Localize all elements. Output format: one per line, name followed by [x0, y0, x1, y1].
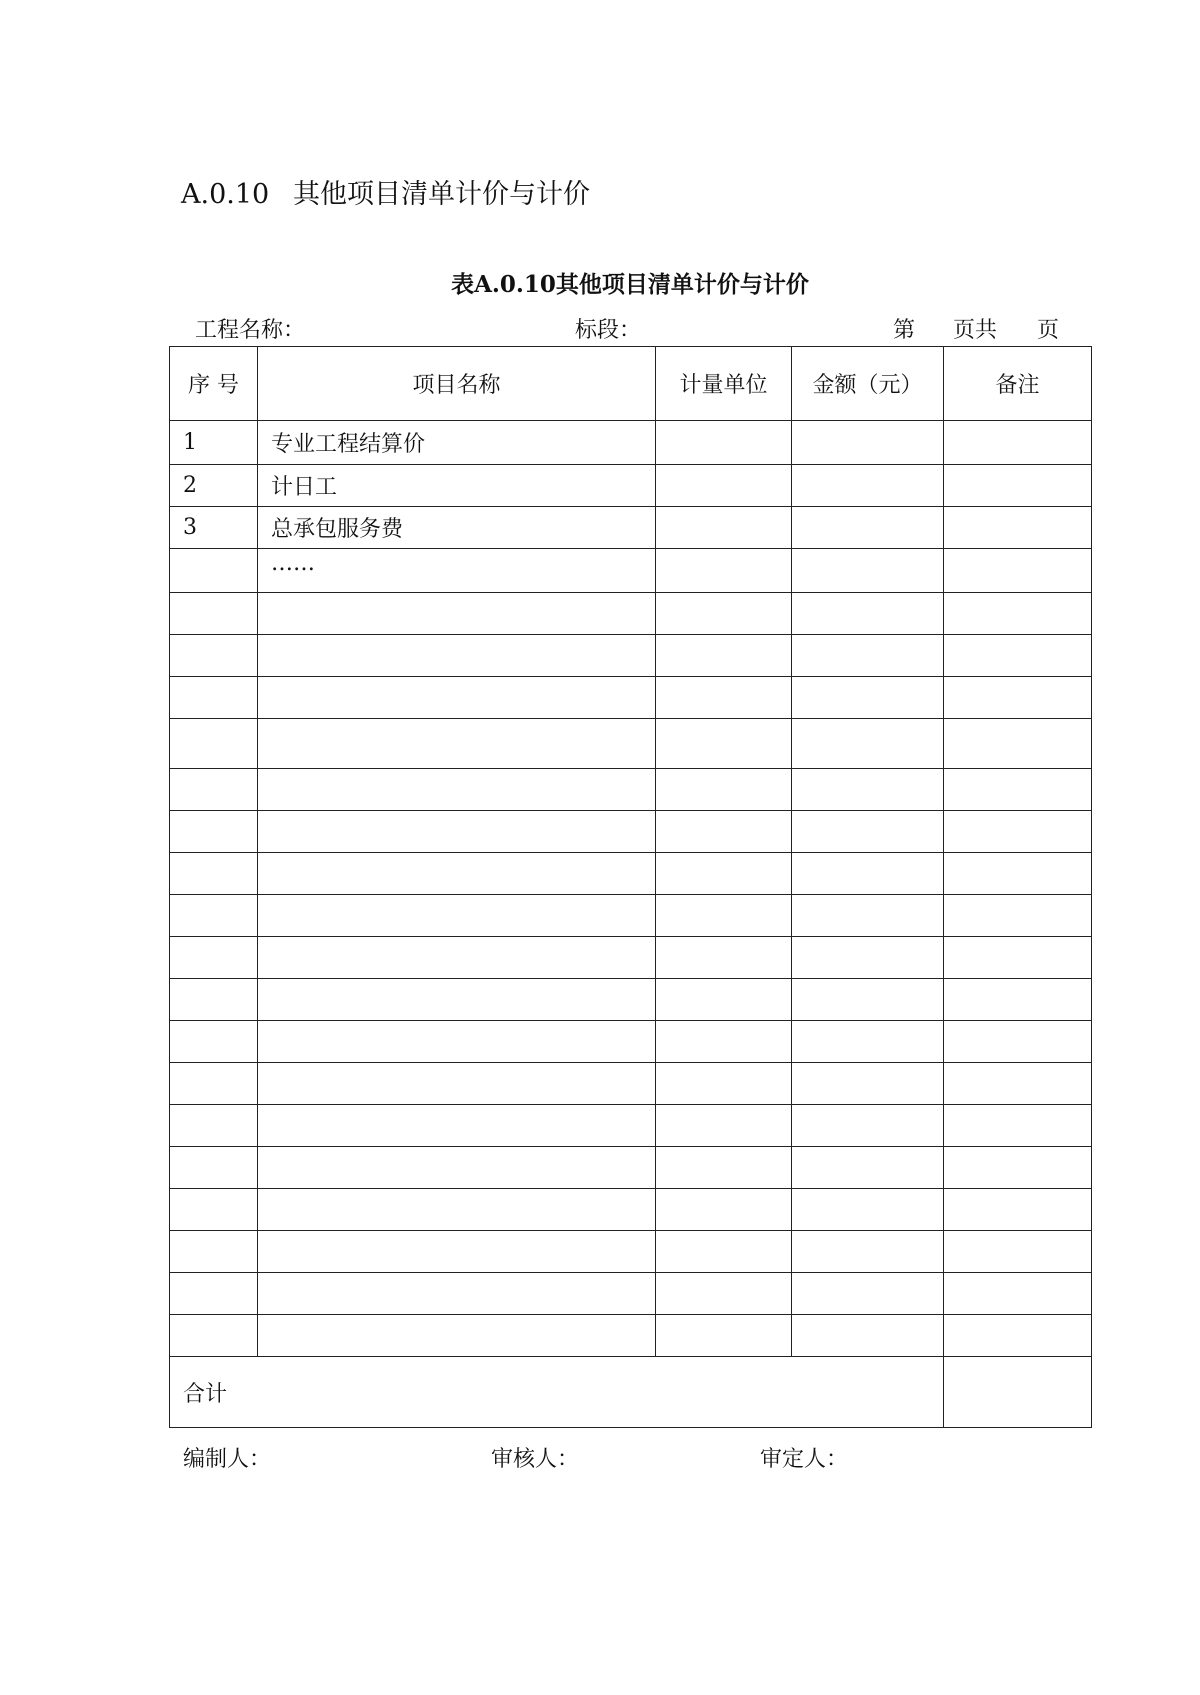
table-row-empty: [170, 635, 1092, 677]
table-row-empty: [170, 719, 1092, 769]
table-row-empty: [170, 1231, 1092, 1273]
page-label-1: 第: [893, 318, 916, 343]
compiler-label: 编制人：: [183, 1447, 272, 1472]
table-row-empty: [170, 1063, 1092, 1105]
row-remark: [944, 507, 1092, 549]
table-row-empty: [170, 1105, 1092, 1147]
row-name: 总承包服务费: [258, 507, 656, 549]
section-label: 标段：: [575, 318, 642, 343]
section-title: 其他项目清单计价与计价: [293, 179, 590, 210]
section-number: A.0.10: [181, 179, 270, 210]
header-seq: 序 号: [170, 347, 258, 421]
table-row: [170, 507, 1092, 549]
table-row-empty: [170, 1315, 1092, 1357]
approver-label: 审定人：: [760, 1447, 849, 1472]
row-seq: 1: [170, 421, 258, 465]
row-seq: 2: [170, 465, 258, 507]
other-items-table: [169, 346, 1092, 1428]
section-heading: [181, 172, 590, 211]
table-row-empty: [170, 593, 1092, 635]
table-row: [170, 465, 1092, 507]
row-amount: [792, 465, 944, 507]
table-row-empty: [170, 937, 1092, 979]
table-row-empty: [170, 1189, 1092, 1231]
row-unit: [656, 507, 792, 549]
row-remark: [944, 421, 1092, 465]
page-indicator: [893, 313, 1059, 344]
header-name: 项目名称: [258, 347, 656, 421]
table-row: [170, 421, 1092, 465]
table-row-empty: [170, 677, 1092, 719]
table-row: [170, 549, 1092, 593]
total-row: [170, 1357, 1092, 1428]
project-name-label: 工程名称：: [195, 318, 306, 343]
row-amount: [792, 421, 944, 465]
row-name: 计日工: [258, 465, 656, 507]
header-unit: 计量单位: [656, 347, 792, 421]
table-row-empty: [170, 1147, 1092, 1189]
total-remark: [944, 1357, 1092, 1428]
reviewer-label: 审核人：: [491, 1447, 580, 1472]
table-title: 表A.0.10其他项目清单计价与计价: [451, 271, 809, 298]
row-name: ……: [258, 549, 656, 593]
row-unit: [656, 549, 792, 593]
page-label-3: 页: [1037, 318, 1060, 343]
table-row-empty: [170, 1273, 1092, 1315]
table-row-empty: [170, 769, 1092, 811]
row-name: 专业工程结算价: [258, 421, 656, 465]
row-amount: [792, 507, 944, 549]
row-remark: [944, 465, 1092, 507]
table-row-empty: [170, 853, 1092, 895]
table-row-empty: [170, 1021, 1092, 1063]
table-row-empty: [170, 895, 1092, 937]
row-seq: [170, 549, 258, 593]
table-row-empty: [170, 811, 1092, 853]
header-remark: 备注: [944, 347, 1092, 421]
row-unit: [656, 421, 792, 465]
table-row-empty: [170, 979, 1092, 1021]
row-unit: [656, 465, 792, 507]
header-amount: 金额（元）: [792, 347, 944, 421]
row-remark: [944, 549, 1092, 593]
page-label-2: 页共: [953, 318, 998, 343]
row-amount: [792, 549, 944, 593]
row-seq: 3: [170, 507, 258, 549]
table-header-row: [170, 347, 1092, 421]
total-label: 合计: [170, 1357, 944, 1428]
